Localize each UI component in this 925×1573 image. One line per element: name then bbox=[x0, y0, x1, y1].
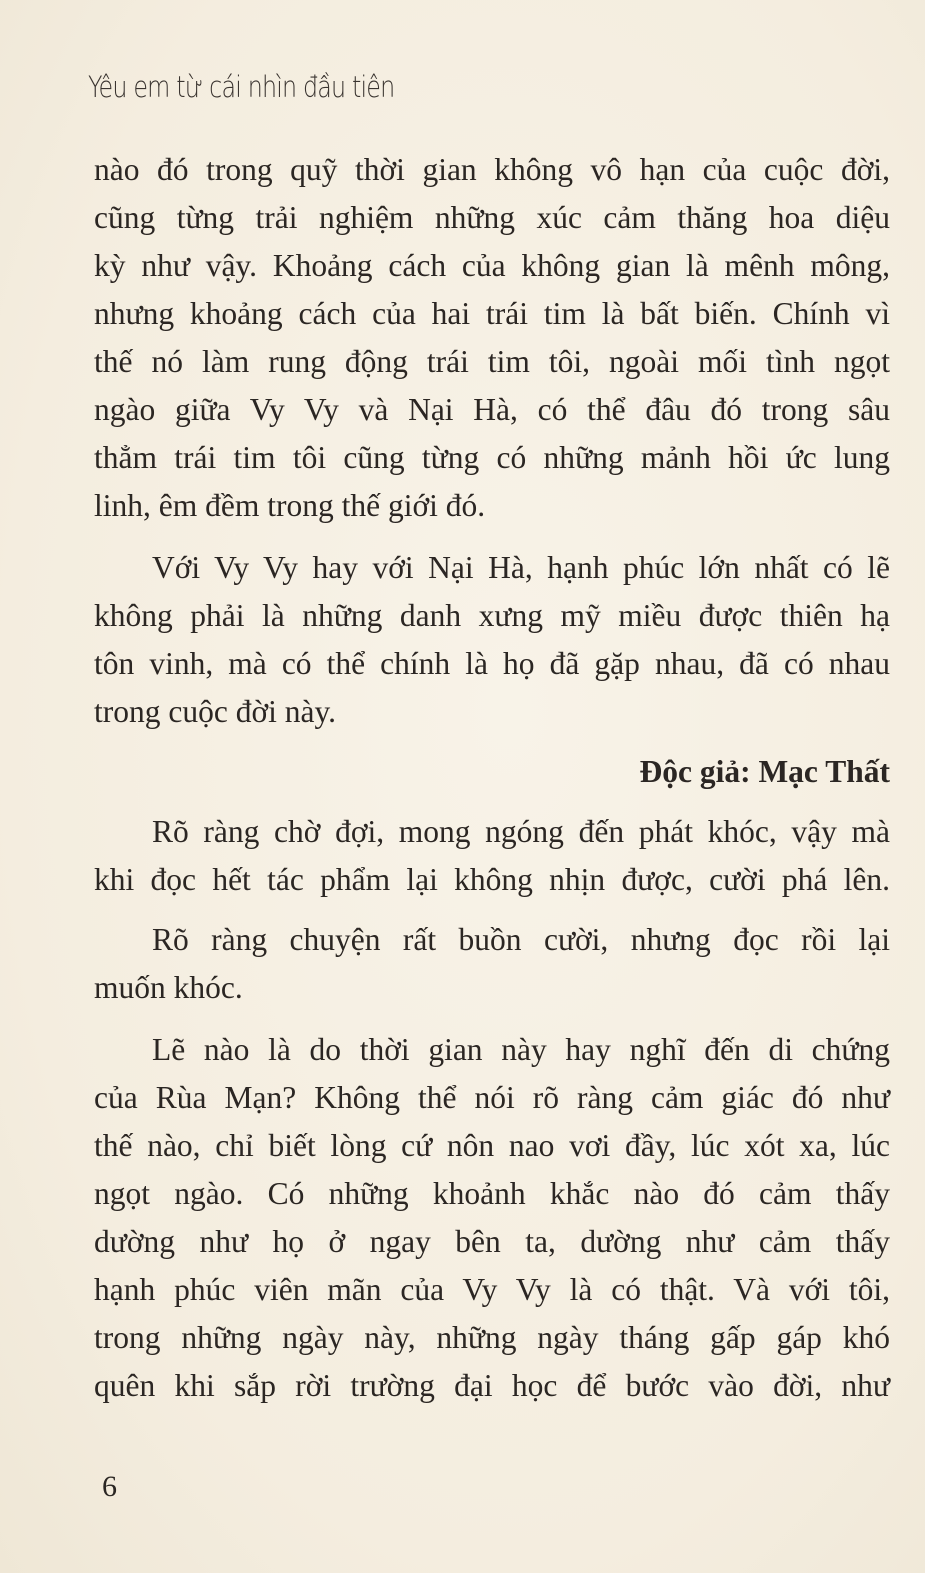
text-line: Với Vy Vy hay với Nại Hà, hạnh phúc lớn nhất có lẽ bbox=[152, 550, 890, 585]
text-line: thế nào, chỉ biết lòng cứ nôn nao vơi đầy, lúc xót xa, lúc bbox=[94, 1128, 890, 1163]
text-line: hạnh phúc viên mãn của Vy Vy là có thật. Và với tôi, bbox=[94, 1272, 890, 1307]
text-line: trong cuộc đời này. bbox=[94, 694, 337, 729]
paragraph bbox=[94, 544, 890, 736]
text-line: quên khi sắp rời trường đại học để bước vào đời, như bbox=[94, 1368, 890, 1403]
text-line: cũng từng trải nghiệm những xúc cảm thăng hoa diệu bbox=[94, 200, 890, 235]
text-line: nhưng khoảng cách của hai trái tim là bất biến. Chính vì bbox=[94, 296, 890, 331]
paragraph-continued bbox=[94, 146, 890, 530]
text-line: Rõ ràng chờ đợi, mong ngóng đến phát khóc, vậy mà bbox=[152, 814, 890, 849]
text-line: tôn vinh, mà có thể chính là họ đã gặp nhau, đã có nhau bbox=[94, 646, 890, 681]
paragraph bbox=[94, 808, 890, 904]
text-line: trong những ngày này, những ngày tháng gấp gáp khó bbox=[94, 1320, 890, 1355]
text-line: ngọt ngào. Có những khoảnh khắc nào đó cảm thấy bbox=[94, 1176, 890, 1211]
page-number: 6 bbox=[102, 1470, 117, 1503]
running-head-title: Yêu em từ cái nhìn đầu tiên bbox=[88, 70, 395, 104]
text-line: kỳ như vậy. Khoảng cách của không gian là mênh mông, bbox=[94, 248, 890, 283]
text-line: dường như họ ở ngay bên ta, dường như cảm thấy bbox=[94, 1224, 890, 1259]
paragraph bbox=[94, 1026, 890, 1410]
text-line: muốn khóc. bbox=[94, 970, 243, 1005]
body-text bbox=[94, 146, 890, 1410]
text-line: thế nó làm rung động trái tim tôi, ngoài mối tình ngọt bbox=[94, 344, 890, 379]
text-line: của Rùa Mạn? Không thể nói rõ ràng cảm giác đó như bbox=[94, 1080, 890, 1115]
text-line: nào đó trong quỹ thời gian không vô hạn của cuộc đời, bbox=[94, 152, 890, 187]
reader-signature: Độc giả: Mạc Thất bbox=[639, 754, 890, 789]
text-line: Rõ ràng chuyện rất buồn cười, nhưng đọc rồi lại bbox=[152, 922, 890, 957]
text-line: thẳm trái tim tôi cũng từng có những mảnh hồi ức lung bbox=[94, 440, 890, 475]
text-line: linh, êm đềm trong thế giới đó. bbox=[94, 488, 486, 523]
text-line: khi đọc hết tác phẩm lại không nhịn được, cười phá lên. bbox=[94, 862, 890, 897]
text-line: không phải là những danh xưng mỹ miều được thiên hạ bbox=[94, 598, 890, 633]
text-line: ngào giữa Vy Vy và Nại Hà, có thể đâu đó trong sâu bbox=[94, 392, 890, 427]
text-line: Lẽ nào là do thời gian này hay nghĩ đến di chứng bbox=[152, 1032, 890, 1067]
paragraph bbox=[94, 916, 890, 1012]
